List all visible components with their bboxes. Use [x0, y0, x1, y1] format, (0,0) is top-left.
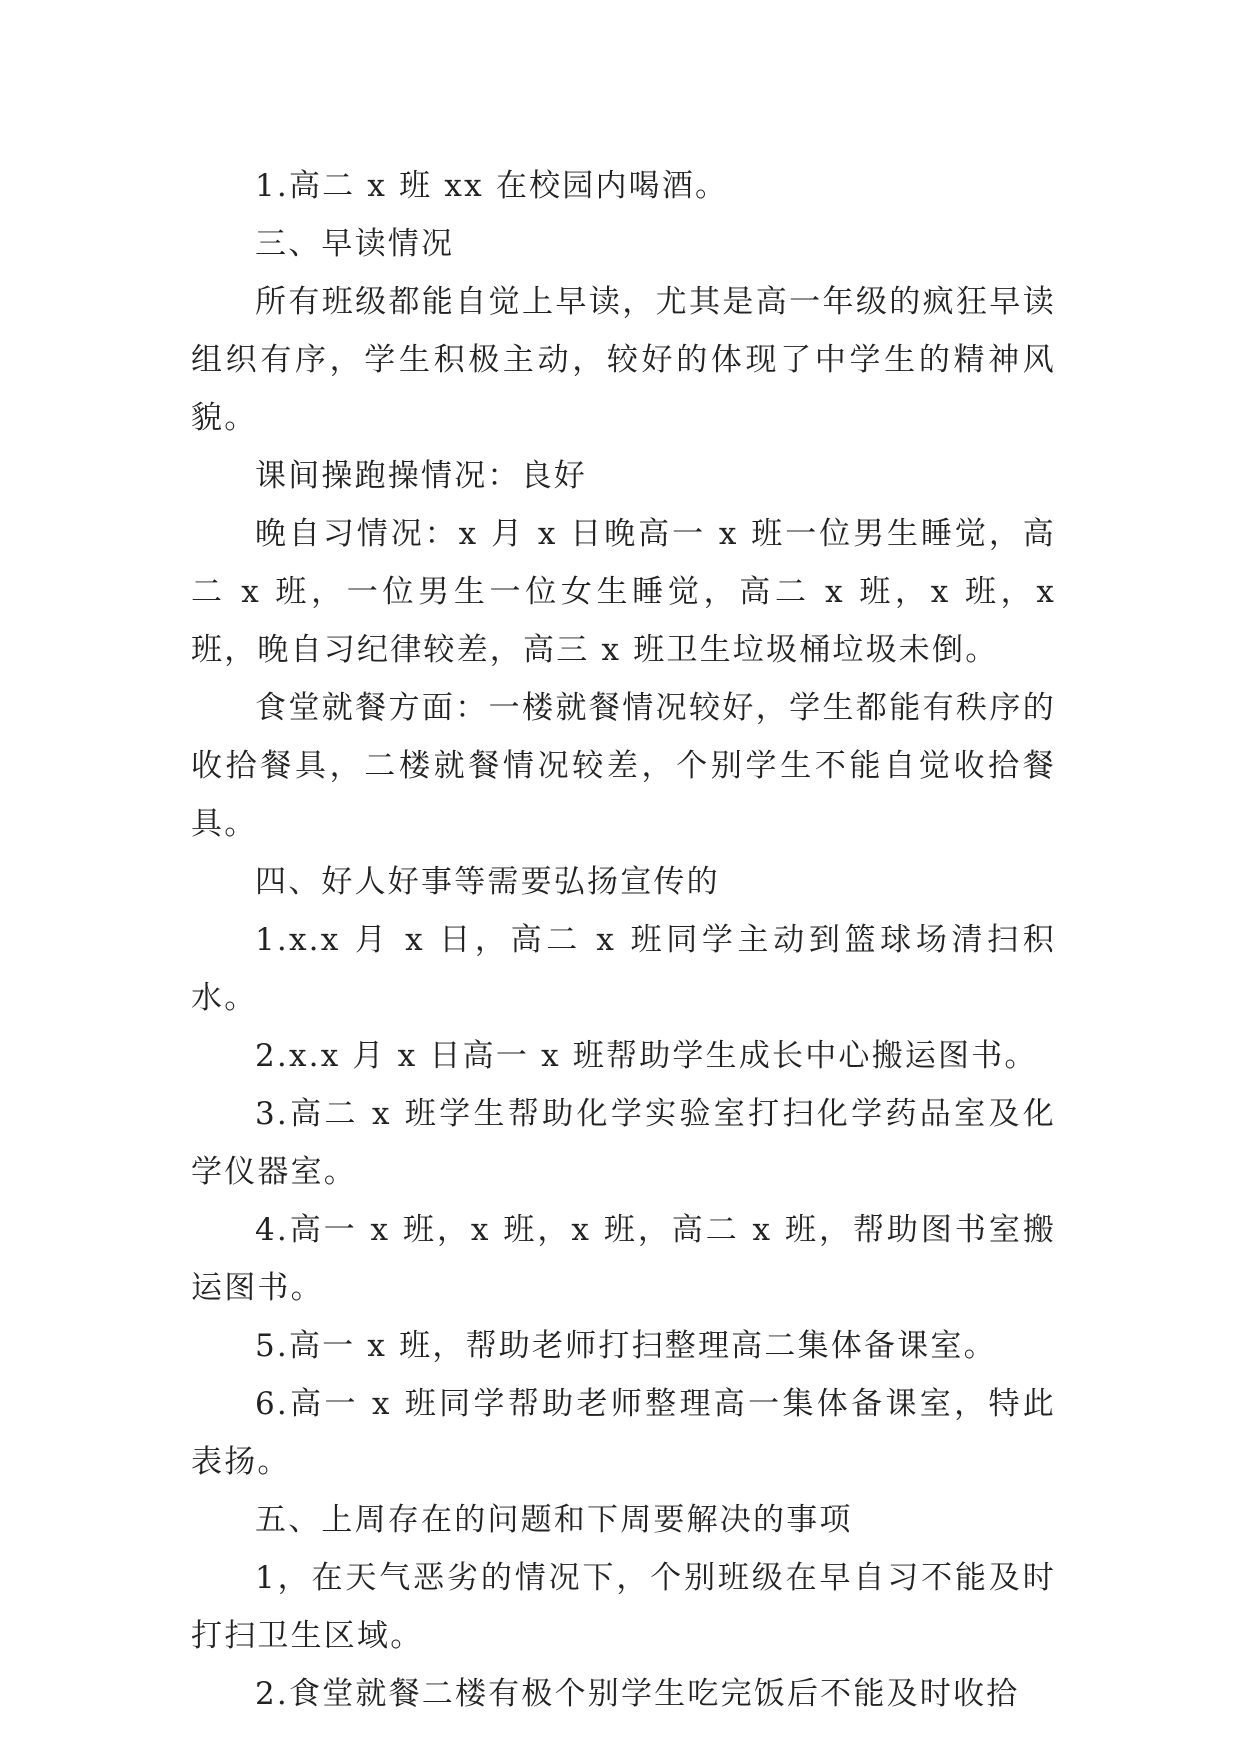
- paragraph-morning-reading: 所有班级都能自觉上早读，尤其是高一年级的疯狂早读组织有序，学生积极主动，较好的体现了中学生的精神风貌。: [191, 284, 1056, 436]
- paragraph-item-drinking: 1.高二 x 班 xx 在校园内喝酒。: [255, 168, 729, 204]
- paragraph-issue-2: 2.食堂就餐二楼有极个别学生吃完饭后不能及时收拾: [255, 1676, 1020, 1712]
- paragraph-evening-study: 晚自习情况：x 月 x 日晚高一 x 班一位男生睡觉，高二 x 班，一位男生一位女生睡觉，高二 x 班，x 班，x 班，晚自习纪律较差，高三 x 班卫生垃圾桶垃圾未倒。: [191, 516, 1056, 668]
- document-body: [191, 157, 1056, 1723]
- section-heading-good-deeds: 四、好人好事等需要弘扬宣传的: [255, 864, 720, 900]
- section-heading-morning-reading: 三、早读情况: [255, 226, 455, 262]
- paragraph-good-deed-4: 4.高一 x 班，x 班，x 班，高二 x 班，帮助图书室搬运图书。: [191, 1212, 1056, 1306]
- paragraph-good-deed-5: 5.高一 x 班，帮助老师打扫整理高二集体备课室。: [255, 1328, 997, 1364]
- paragraph-good-deed-6: 6.高一 x 班同学帮助老师整理高一集体备课室，特此表扬。: [191, 1386, 1056, 1480]
- paragraph-good-deed-1: 1.x.x 月 x 日，高二 x 班同学主动到篮球场清扫积水。: [191, 922, 1056, 1016]
- paragraph-good-deed-2: 2.x.x 月 x 日高一 x 班帮助学生成长中心搬运图书。: [255, 1038, 1038, 1074]
- paragraph-exercise: 课间操跑操情况：良好: [255, 458, 587, 494]
- paragraph-good-deed-3: 3.高二 x 班学生帮助化学实验室打扫化学药品室及化学仪器室。: [191, 1096, 1056, 1190]
- paragraph-issue-1: 1，在天气恶劣的情况下，个别班级在早自习不能及时打扫卫生区域。: [191, 1560, 1056, 1654]
- section-heading-issues: 五、上周存在的问题和下周要解决的事项: [255, 1502, 853, 1538]
- paragraph-canteen: 食堂就餐方面：一楼就餐情况较好，学生都能有秩序的收拾餐具，二楼就餐情况较差，个别学生不能自觉收拾餐具。: [191, 690, 1056, 842]
